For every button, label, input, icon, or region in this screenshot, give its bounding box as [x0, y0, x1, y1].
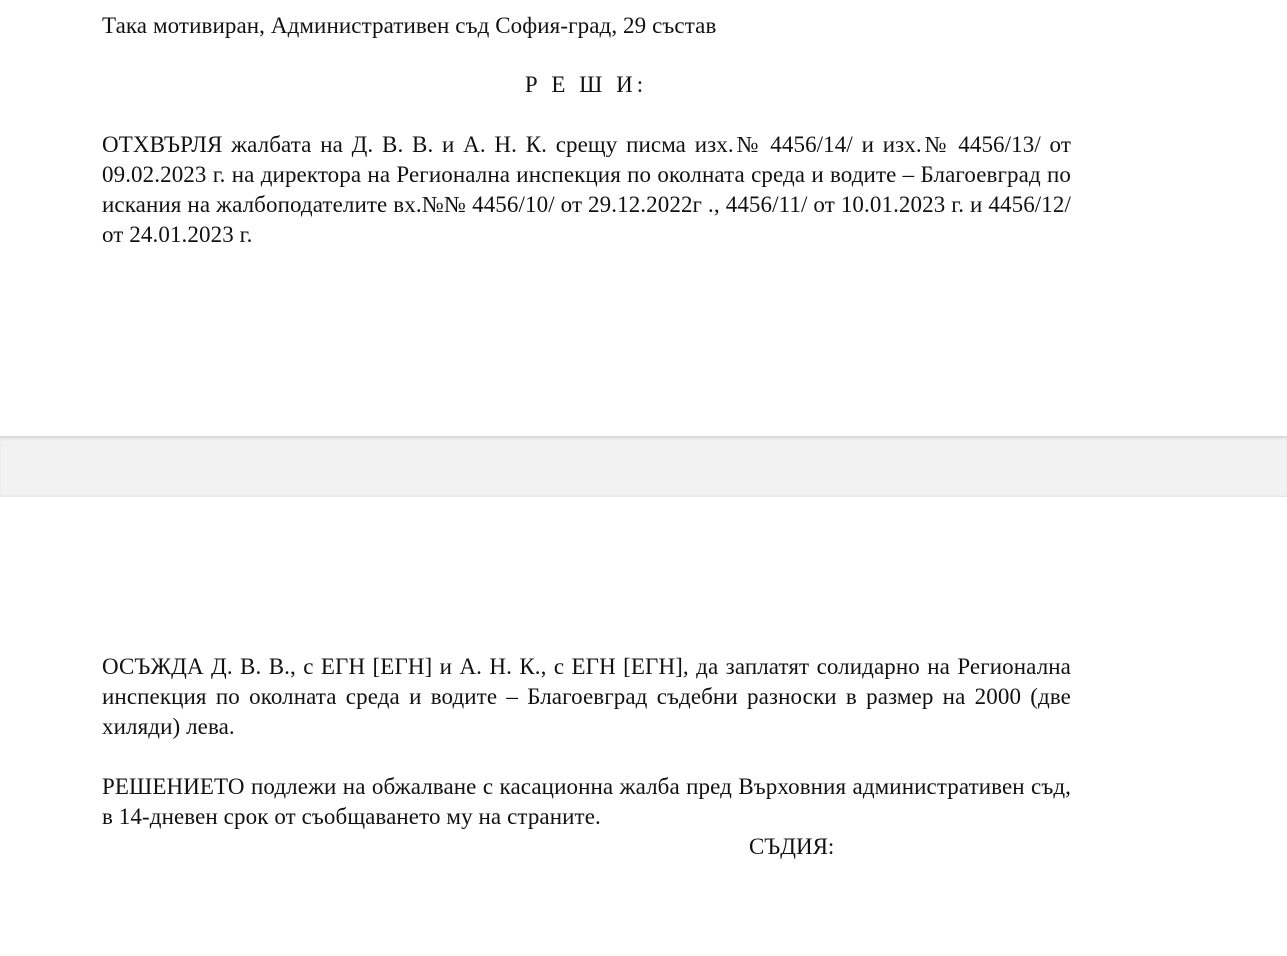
judge-signature-label: СЪДИЯ:	[749, 834, 835, 859]
document-page-bottom	[0, 497, 1287, 956]
court-motive-line: Така мотивиран, Административен съд София-град, 29 състав	[102, 13, 717, 38]
decided-heading: Р Е Ш И:	[524, 72, 648, 97]
rejection-paragraph: ОТХВЪРЛЯ жалбата на Д. В. В. и А. Н. К. срещу писма изх.№ 4456/14/ и изх.№ 4456/13/ от 09.02.2023 г. на директора на Регионална инспекция по околната среда и водите – Благоевград по искания на жалбоподателите вх.№№ 4456/10/ от 29.12.2022г ., 4456/11/ от 10.01.2023 г. и 4456/12/ от 24.01.2023 г.	[102, 132, 1071, 247]
page-separator	[0, 436, 1287, 497]
costs-paragraph: ОСЪЖДА Д. В. В., с ЕГН [ЕГН] и А. Н. К., с ЕГН [ЕГН], да заплатят солидарно на Регионална инспекция по околната среда и водите – Благоевград съдебни разноски в размер на 2000 (две хиляди) лева.	[102, 654, 1071, 739]
appeal-paragraph: РЕШЕНИЕТО подлежи на обжалване с касационна жалба пред Върховния административен съд, в 14-дневен срок от съобщаването му на страните.	[102, 774, 1071, 829]
document-page-top	[0, 0, 1287, 436]
